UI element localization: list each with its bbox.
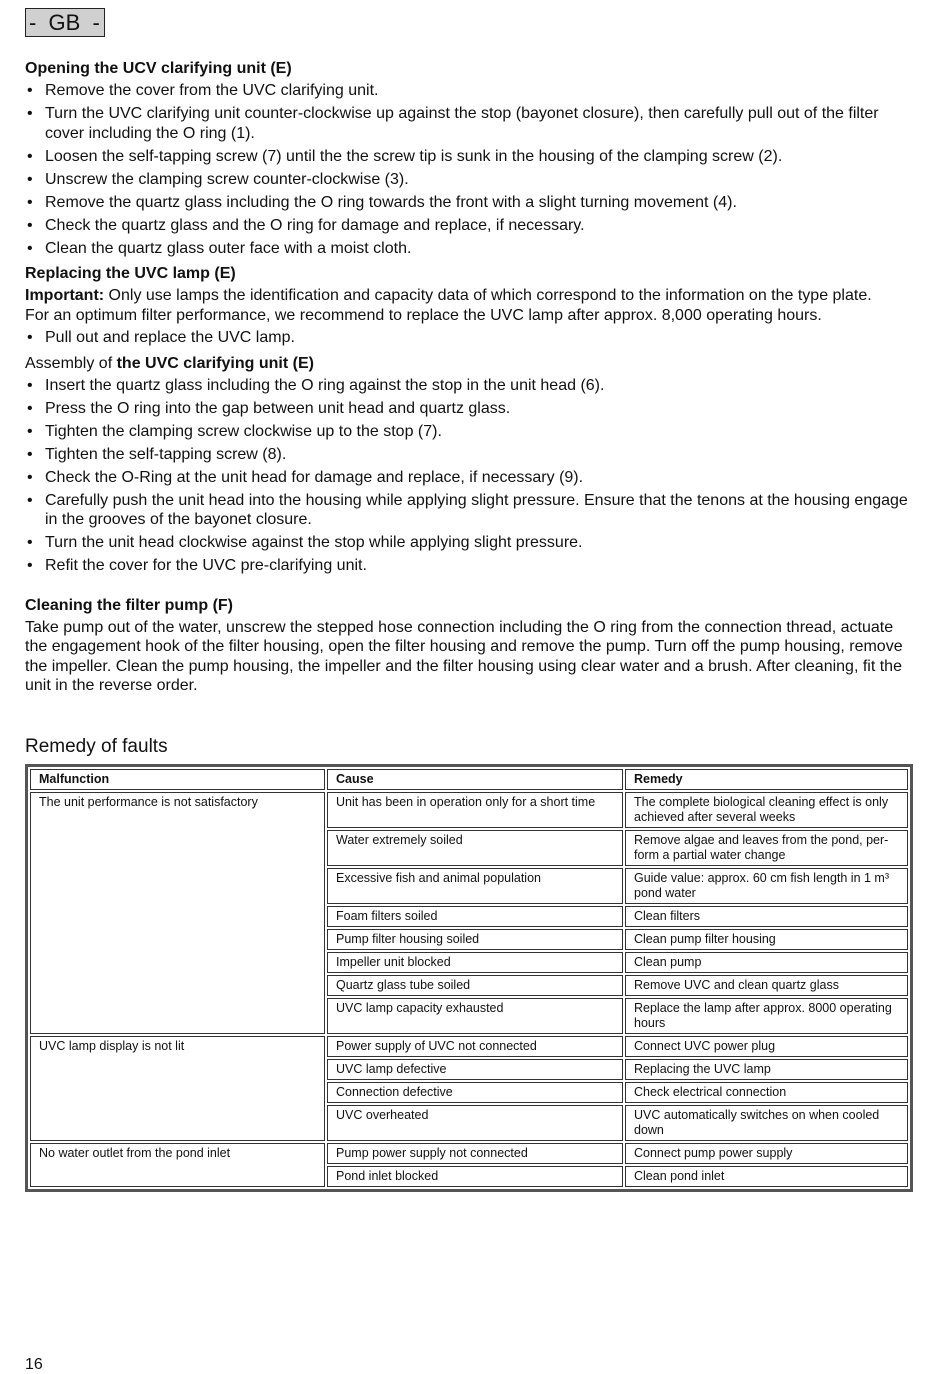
- remedy-cell: Remove UVC and clean quartz glass: [625, 975, 908, 996]
- list-item: • Check the quartz glass and the O ring for damage and replace, if necessary.: [25, 216, 915, 236]
- section-title: Replacing the UVC lamp (E): [25, 265, 236, 282]
- list-item: • Check the O-Ring at the unit head for damage and replace, if necessary (9).: [25, 468, 915, 488]
- list-item: • Loosen the self-tapping screw (7) until the the screw tip is sunk in the housing of the clamping screw (2).: [25, 147, 915, 167]
- list-item: • Pull out and replace the UVC lamp.: [25, 328, 915, 348]
- section-title: Cleaning the filter pump (F): [25, 596, 233, 614]
- cause-cell: Unit has been in operation only for a short time: [327, 792, 623, 828]
- important-label: Important:: [25, 287, 105, 304]
- title-bold: the UVC clarifying unit (E): [116, 354, 314, 372]
- list-item: • Turn the UVC clarifying unit counter-clockwise up against the stop (bayonet closure), then carefully pull out of the filter cover including the O ring (1).: [25, 104, 915, 143]
- paragraph: Take pump out of the water, unscrew the stepped hose connection including the O ring from the connection thread, actuate the engagement hook of the filter housing, open the filter housing and remove the pump. Turn off the pump housing, remove the impeller. Clean the pump housing, the impeller and the filter housing using clear water and a brush. After cleaning, fit the unit in the reverse order.: [25, 618, 903, 694]
- remedy-cell: The complete biological cleaning effect is only achieved after several weeks: [625, 792, 908, 828]
- remedy-cell: Connect pump power supply: [625, 1143, 908, 1164]
- bullet-list: [25, 81, 915, 258]
- cause-cell: Power supply of UVC not connected: [327, 1036, 623, 1057]
- cause-cell: Quartz glass tube soiled: [327, 975, 623, 996]
- remedy-cell: Guide value: approx. 60 cm fish length in 1 m³ pond water: [625, 868, 908, 904]
- list-item: • Insert the quartz glass including the O ring against the stop in the unit head (6).: [25, 376, 915, 396]
- list-item: • Remove the quartz glass including the O ring towards the front with a slight turning movement (4).: [25, 193, 915, 213]
- bullet-list: [25, 328, 915, 348]
- col-cause: Cause: [327, 769, 623, 790]
- language-tag: - GB -: [25, 8, 105, 37]
- remedy-cell: Remove algae and leaves from the pond, per-form a partial water change: [625, 830, 908, 866]
- faults-table: [25, 764, 913, 1192]
- col-malfunction: Malfunction: [30, 769, 325, 790]
- page-number: 16: [25, 1356, 43, 1373]
- important-note: [25, 286, 915, 306]
- remedy-cell: Replace the lamp after approx. 8000 operating hours: [625, 998, 908, 1034]
- list-item: • Tighten the clamping screw clockwise up to the stop (7).: [25, 422, 915, 442]
- title-prefix: Assembly of: [25, 354, 117, 372]
- remedy-cell: Clean pump filter housing: [625, 929, 908, 950]
- section-title: [25, 354, 915, 373]
- list-item: • Carefully push the unit head into the housing while applying slight pressure. Ensure that the tenons at the housing engage in the grooves of the bayonet closure.: [25, 491, 915, 530]
- remedy-cell: Clean pond inlet: [625, 1166, 908, 1187]
- remedy-cell: Check electrical connection: [625, 1082, 908, 1103]
- cause-cell: Excessive fish and animal population: [327, 868, 623, 904]
- section-title: Opening the UCV clarifying unit (E): [25, 60, 292, 77]
- list-item: • Turn the unit head clockwise against the stop while applying slight pressure.: [25, 533, 915, 553]
- bullet-list: [25, 376, 915, 576]
- cause-cell: UVC overheated: [327, 1105, 623, 1141]
- malfunction-cell: UVC lamp display is not lit: [30, 1036, 325, 1141]
- remedy-cell: Replacing the UVC lamp: [625, 1059, 908, 1080]
- cause-cell: Water extremely soiled: [327, 830, 623, 866]
- cause-cell: Foam filters soiled: [327, 906, 623, 927]
- cause-cell: Connection defective: [327, 1082, 623, 1103]
- list-item: • Refit the cover for the UVC pre-clarifying unit.: [25, 556, 915, 576]
- table-row: [30, 1036, 908, 1057]
- remedy-cell: Connect UVC power plug: [625, 1036, 908, 1057]
- list-item: • Tighten the self-tapping screw (8).: [25, 445, 915, 465]
- list-item: • Unscrew the clamping screw counter-clockwise (3).: [25, 170, 915, 190]
- important-text: Only use lamps the identification and capacity data of which correspond to the information on the type plate.: [104, 287, 872, 304]
- faults-title: Remedy of faults: [25, 735, 168, 757]
- cause-cell: Impeller unit blocked: [327, 952, 623, 973]
- list-item: • Press the O ring into the gap between unit head and quartz glass.: [25, 399, 915, 419]
- malfunction-cell: The unit performance is not satisfactory: [30, 792, 325, 1034]
- cause-cell: UVC lamp defective: [327, 1059, 623, 1080]
- table-header-row: [30, 769, 908, 790]
- remedy-cell: UVC automatically switches on when cooled down: [625, 1105, 908, 1141]
- list-item: • Remove the cover from the UVC clarifying unit.: [25, 81, 915, 101]
- cause-cell: Pump power supply not connected: [327, 1143, 623, 1164]
- list-item: • Clean the quartz glass outer face with a moist cloth.: [25, 239, 915, 259]
- cause-cell: Pump filter housing soiled: [327, 929, 623, 950]
- malfunction-cell: No water outlet from the pond inlet: [30, 1143, 325, 1187]
- paragraph: For an optimum filter performance, we recommend to replace the UVC lamp after approx. 8,000 operating hours.: [25, 306, 822, 324]
- cause-cell: UVC lamp capacity exhausted: [327, 998, 623, 1034]
- table-row: [30, 1143, 908, 1164]
- remedy-cell: Clean pump: [625, 952, 908, 973]
- cause-cell: Pond inlet blocked: [327, 1166, 623, 1187]
- col-remedy: Remedy: [625, 769, 908, 790]
- page: [25, 8, 915, 1192]
- table-row: [30, 792, 908, 828]
- remedy-cell: Clean filters: [625, 906, 908, 927]
